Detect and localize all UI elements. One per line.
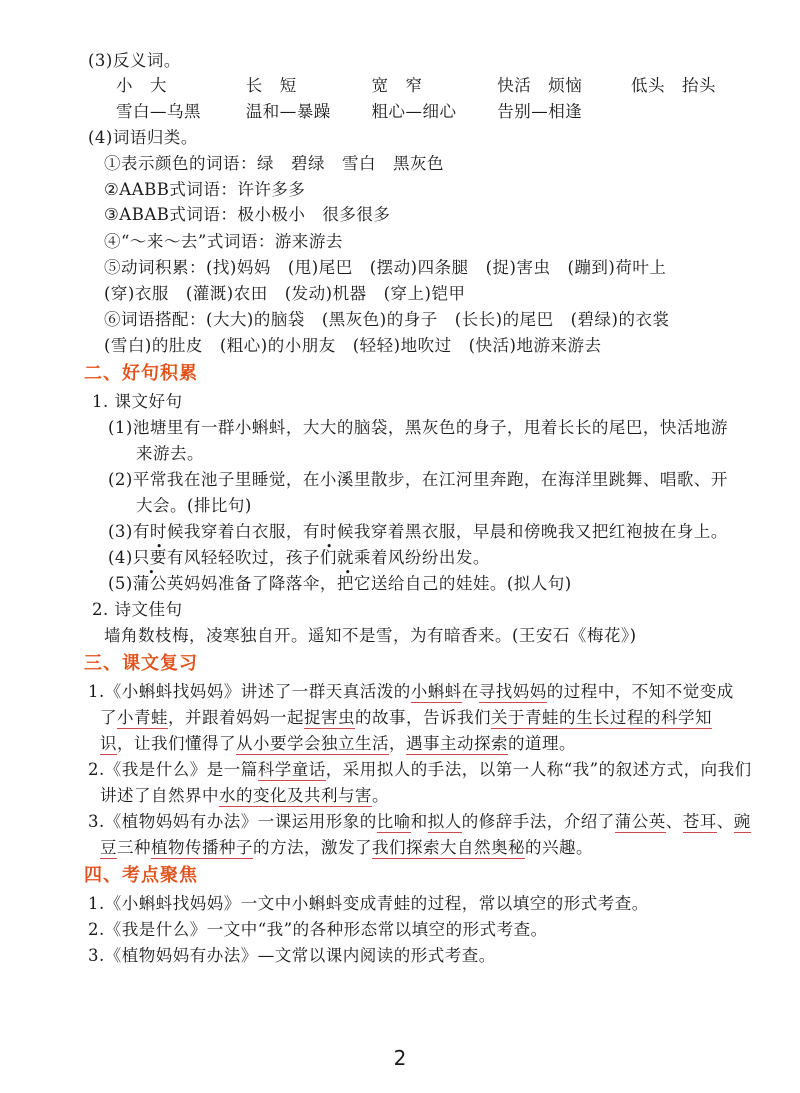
underlined-phrase: 比喻 — [376, 812, 411, 831]
underlined-phrase: 豆 — [100, 838, 117, 857]
text: 、 — [665, 812, 683, 831]
text: ，并跟着妈妈一起 — [168, 708, 304, 727]
exam-focus-item: 1.《小蝌蚪找妈妈》一文中小蝌蚪变成青蛙的过程，常以填空的形式考查。 — [88, 894, 649, 913]
underlined-phrase: 小青蛙 — [117, 708, 168, 727]
text: 的兴趣。 — [525, 838, 593, 857]
underlined-phrase: 关于青蛙的生长过程的科学知 — [491, 708, 712, 727]
text: 三种 — [117, 838, 151, 857]
classify-item: (雪白)的肚皮 (粗心)的小朋友 (轻轻)地吹过 (快活)地游来游去 — [104, 336, 602, 355]
exam-focus-item: 3.《植物妈妈有办法》—文常以课内阅读的形式考查。 — [88, 946, 496, 965]
text: 。 — [372, 786, 389, 805]
antonym-pair: 低头 抬头 — [631, 76, 716, 95]
classify-item: ⑤动词积累：(找)妈妈 (甩)尾巴 (摆动)四条腿 (捉)害虫 (蹦到)荷叶上 — [104, 258, 667, 277]
antonym-pair: 宽 窄 — [371, 76, 423, 95]
text: 的修辞手法，介绍了 — [461, 812, 615, 831]
section-heading-exam-focus: 四、考点聚焦 — [84, 865, 198, 886]
antonym-pair: 雪白—乌黑 — [116, 102, 201, 121]
antonym-pair: 告别—相逢 — [497, 102, 583, 121]
review-paragraph — [88, 810, 751, 834]
sentence-text: 乘着风纷纷出发。 — [353, 548, 490, 567]
review-paragraph — [100, 706, 712, 730]
section-heading-review: 三、课文复习 — [84, 653, 198, 674]
text: ，采用拟人的手法，以第一人称“我”的叙述方式，向我们 — [325, 760, 752, 779]
antonym-pair: 粗心—细心 — [371, 102, 457, 121]
text: ， — [389, 734, 406, 753]
underlined-phrase: 豌 — [733, 812, 751, 831]
classify-item: ②AABB式词语：许许多多 — [104, 180, 306, 199]
text: 、 — [716, 812, 734, 831]
underlined-phrase: 苍耳 — [682, 812, 717, 831]
page-number: 2 — [393, 1046, 407, 1070]
sentence-number: (3) — [108, 522, 133, 541]
classify-item: ①表示颜色的词语：绿 碧绿 雪白 黑灰色 — [104, 154, 444, 173]
sentence — [108, 546, 490, 570]
review-paragraph — [88, 758, 752, 782]
text: 1.《小蝌蚪找妈妈》讲述了一群天真活泼的 — [88, 682, 411, 701]
text: 的故事，告诉我们 — [355, 708, 491, 727]
antonyms-row-2 — [116, 100, 582, 124]
sentence-number: (4) — [108, 548, 133, 567]
classify-item: ③ABAB式词语：极小极小 很多很多 — [104, 205, 391, 224]
sentence: (5)蒲公英妈妈准备了降落伞，把它送给自己的娃娃。(拟人句) — [108, 574, 572, 593]
text: 的过程中，不知不觉变成 — [546, 682, 734, 701]
sentence-text: 有风轻轻吹过，孩子们 — [166, 548, 337, 567]
underlined-phrase: 水的变化及共利与害 — [219, 786, 372, 805]
antonym-pair: 快活 烦恼 — [497, 76, 583, 95]
antonym-pair: 小 大 — [116, 76, 167, 95]
text: ，让我们懂得了 — [117, 734, 236, 753]
text: 了 — [100, 708, 117, 727]
classify-item: ⑥词语搭配：(大大)的脑袋 (黑灰色)的身子 (长长)的尾巴 (碧绿)的衣裳 — [104, 310, 670, 329]
underlined-phrase: 植物传播种子 — [151, 838, 253, 857]
underlined-phrase: 我们探索大自然奥秘 — [372, 838, 525, 857]
antonym-label: (3)反义词。 — [88, 51, 181, 70]
review-paragraph — [100, 784, 389, 808]
text: 和 — [410, 812, 428, 831]
subheading: 1. 课文好句 — [92, 392, 183, 411]
sentence-continuation: 来游去。 — [136, 444, 204, 463]
antonym-pair: 温和—暴躁 — [245, 102, 331, 121]
sentence-text: 我穿着黑衣服，早晨和傍晚我又把红袍披在身上。 — [353, 522, 728, 541]
review-paragraph — [88, 680, 734, 704]
text: 的方法，激发了 — [253, 838, 372, 857]
classify-label: (4)词语归类。 — [88, 128, 198, 147]
underlined-phrase: 蒲公英 — [614, 812, 666, 831]
poem: 墙角数枝梅，凌寒独自开。遥知不是雪，为有暗香来。(王安石《梅花》) — [104, 626, 637, 645]
text: 3.《植物妈妈有办法》一课运用形象的 — [88, 812, 377, 831]
text: 讲述了自然界中 — [100, 786, 219, 805]
antonyms-row-1 — [116, 74, 716, 98]
emphasized-word: 就 — [336, 548, 354, 567]
underlined-phrase: 识 — [100, 734, 117, 753]
text: 在 — [461, 682, 479, 701]
underlined-phrase: 寻找妈妈 — [478, 682, 547, 701]
classify-item: (穿)衣服 (灌溉)农田 (发动)机器 (穿上)铠甲 — [104, 284, 466, 303]
sentence: (1)池塘里有一群小蝌蚪，大大的脑袋，黑灰色的身子，甩着长长的尾巴，快活地游 — [108, 418, 728, 437]
section-heading-good-sentences: 二、好句积累 — [84, 363, 198, 384]
antonym-pair: 长 短 — [245, 76, 297, 95]
emphasized-word: 只要 — [132, 548, 167, 567]
review-paragraph — [100, 836, 593, 860]
subheading: 2. 诗文佳句 — [92, 600, 183, 619]
underlined-phrase: 遇事主动探索 — [406, 734, 508, 753]
sentence: (2)平常我在池子里睡觉，在小溪里散步，在江河里奔跑，在海洋里跳舞、唱歌、开 — [108, 470, 728, 489]
emphasized-word: 有时候 — [132, 522, 184, 541]
underlined-phrase: 捉害虫 — [304, 708, 355, 727]
exam-focus-item: 2.《我是什么》一文中“我”的各种形态常以填空的形式考查。 — [88, 920, 548, 939]
text: 的道理。 — [508, 734, 576, 753]
underlined-phrase: 小蝌蚪 — [410, 682, 462, 701]
sentence-continuation: 大会。(排比句) — [136, 496, 252, 515]
classify-item: ④“～来～去”式词语：游来游去 — [104, 232, 343, 251]
review-paragraph — [100, 732, 576, 756]
sentence-text: 我穿着白衣服， — [183, 522, 303, 541]
underlined-phrase: 拟人 — [427, 812, 462, 831]
emphasized-word: 有时候 — [302, 522, 354, 541]
underlined-phrase: 从小要学会独立生活 — [236, 734, 389, 753]
sentence — [108, 520, 728, 544]
text: 2.《我是什么》是一篇 — [88, 760, 258, 779]
underlined-phrase: 科学童话 — [257, 760, 326, 779]
